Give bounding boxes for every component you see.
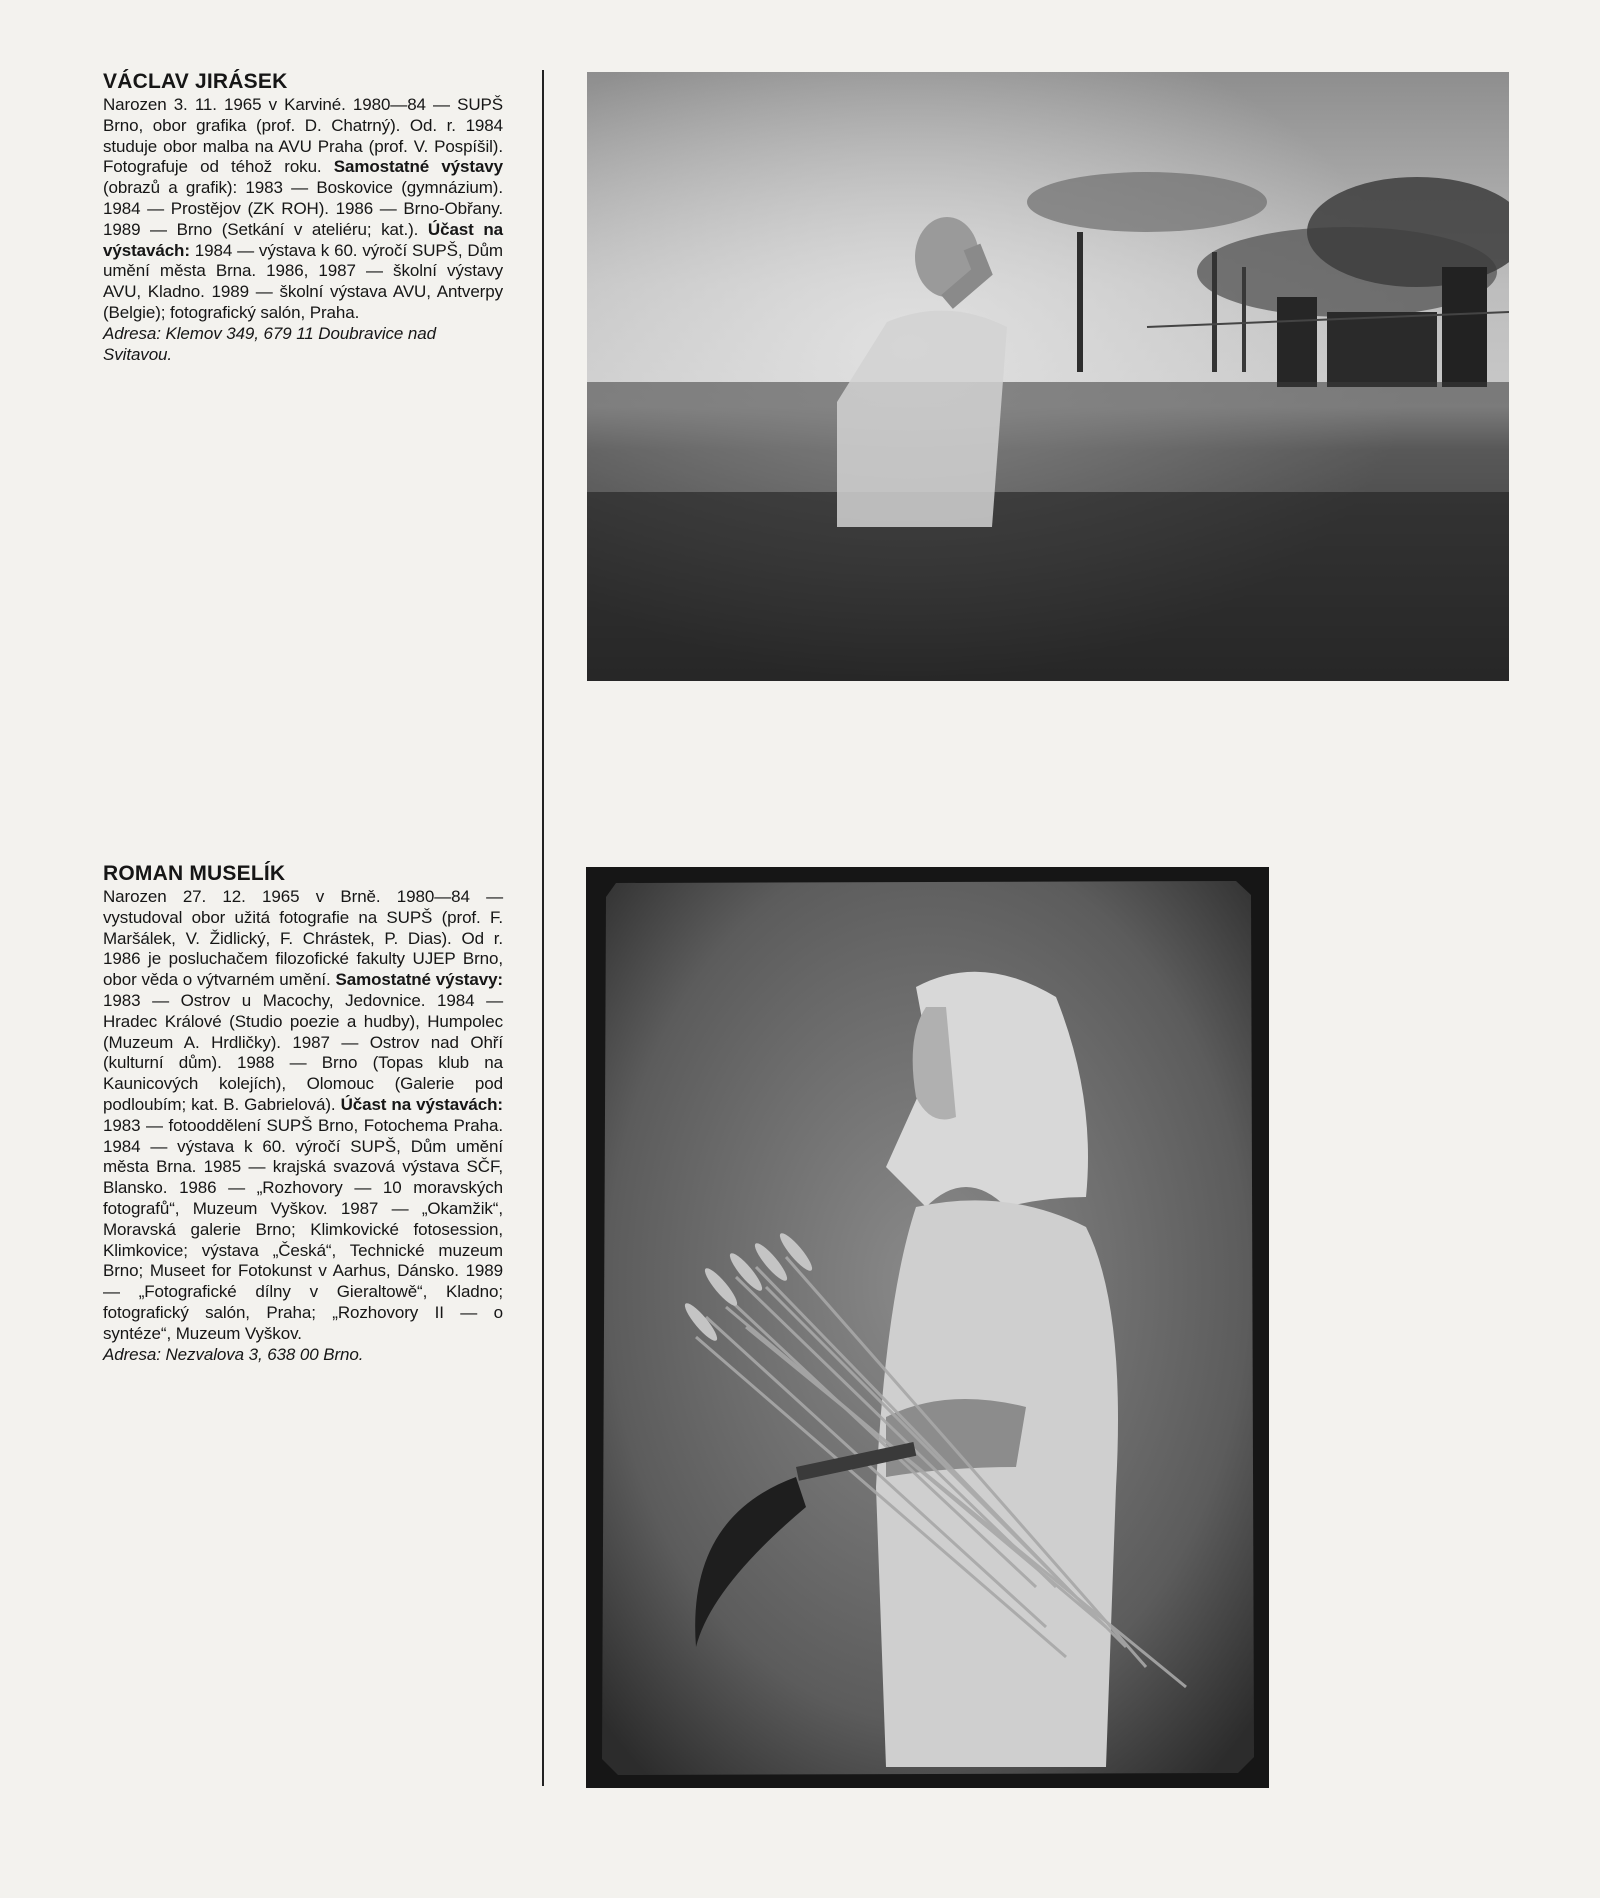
solo-exhibitions-label: Samostatné výstavy: [335,970,503,990]
photo-man-in-field [587,72,1509,681]
artist-address: Adresa: Nezvalova 3, 638 00 Brno. [103,1344,364,1364]
artist-bio-jirasek [103,70,503,365]
photo-graphic [586,867,1269,1788]
solo-exhibitions-label: Samostatné výstavy [333,157,504,177]
artist-name: VÁCLAV JIRÁSEK [103,70,288,93]
group-exhibitions-label: Účast na výstavách: [103,219,503,260]
artist-address: Adresa: Klemov 349, 679 11 Doubravice nad Svitavou. [103,323,436,364]
group-exhibitions-label: Účast na výstavách: [340,1094,503,1114]
artist-bio-muselik [103,862,503,1365]
column-divider [542,70,544,1786]
bio-text: Narozen 3. 11. 1965 v Karviné. 1980—84 — SUPŠ Brno, obor grafika (prof. D. Chatrný). Od. r. 1984 studuje obor malba na AVU Praha (prof. V. Pospíšil). Fotografuje od téhož roku. Samostatné výstavy (obrazů a grafik): 1983 — Boskovice (gymnázium). 1984 — Prostějov (ZK ROH). 1986 — Brno-Obřany. 1989 — Brno (Setkání v ateliéru; kat.). Účast na výstavách: 1984 — výstava k 60. výročí SUPŠ, Dům umění města Brna. 1986, 1987 — školní výstavy AVU, Kladno. 1989 — školní výstava AVU, Antverpy (Belgie); fotografický salón, Praha. [103,95,504,322]
photo-graphic [587,72,1509,681]
artist-name: ROMAN MUSELÍK [103,862,286,885]
bio-text: Narozen 27. 12. 1965 v Brně. 1980—84 — vystudoval obor užitá fotografie na SUPŠ (prof. F. Maršálek, V. Židlický, F. Chrástek, P. Dias). Od r. 1986 je posluchačem filozofické fakulty UJEP Brno, obor věda o výtvarném umění. Samostatné výstavy: 1983 — Ostrov u Macochy, Jedovnice. 1984 — Hradec Králové (Studio poezie a hudby), Humpolec (Muzeum A. Hrdličky). 1987 — Ostrov nad Ohří (kulturní dům). 1988 — Brno (Topas klub na Kaunicových kolejích), Olomouc (Galerie pod podloubím; kat. B. Gabrielová). Účast na výstavách: 1983 — fotooddělení SUPŠ Brno, Fotochema Praha. 1984 — výstava k 60. výročí SUPŠ, Dům umění města Brna. 1985 — krajská svazová výstava SČF, Blansko. 1986 — „Rozhovory — 10 moravských fotografů“, Muzeum Vyškov. 1987 — „Okamžik“, Moravská galerie Brno; Klimkovické fotosession, Klimkovice; výstava „Česká“, Technické muzeum Brno; Museet for Fotokunst v Aarhus, Dánsko. 1989 — „Fotografické dílny v Gieraltowě“, Kladno; fotografický salón, Praha; „Rozhovory II — o syntéze“, Muzeum Vyškov. [103,887,503,1343]
photo-figure-with-wheat [586,867,1269,1788]
